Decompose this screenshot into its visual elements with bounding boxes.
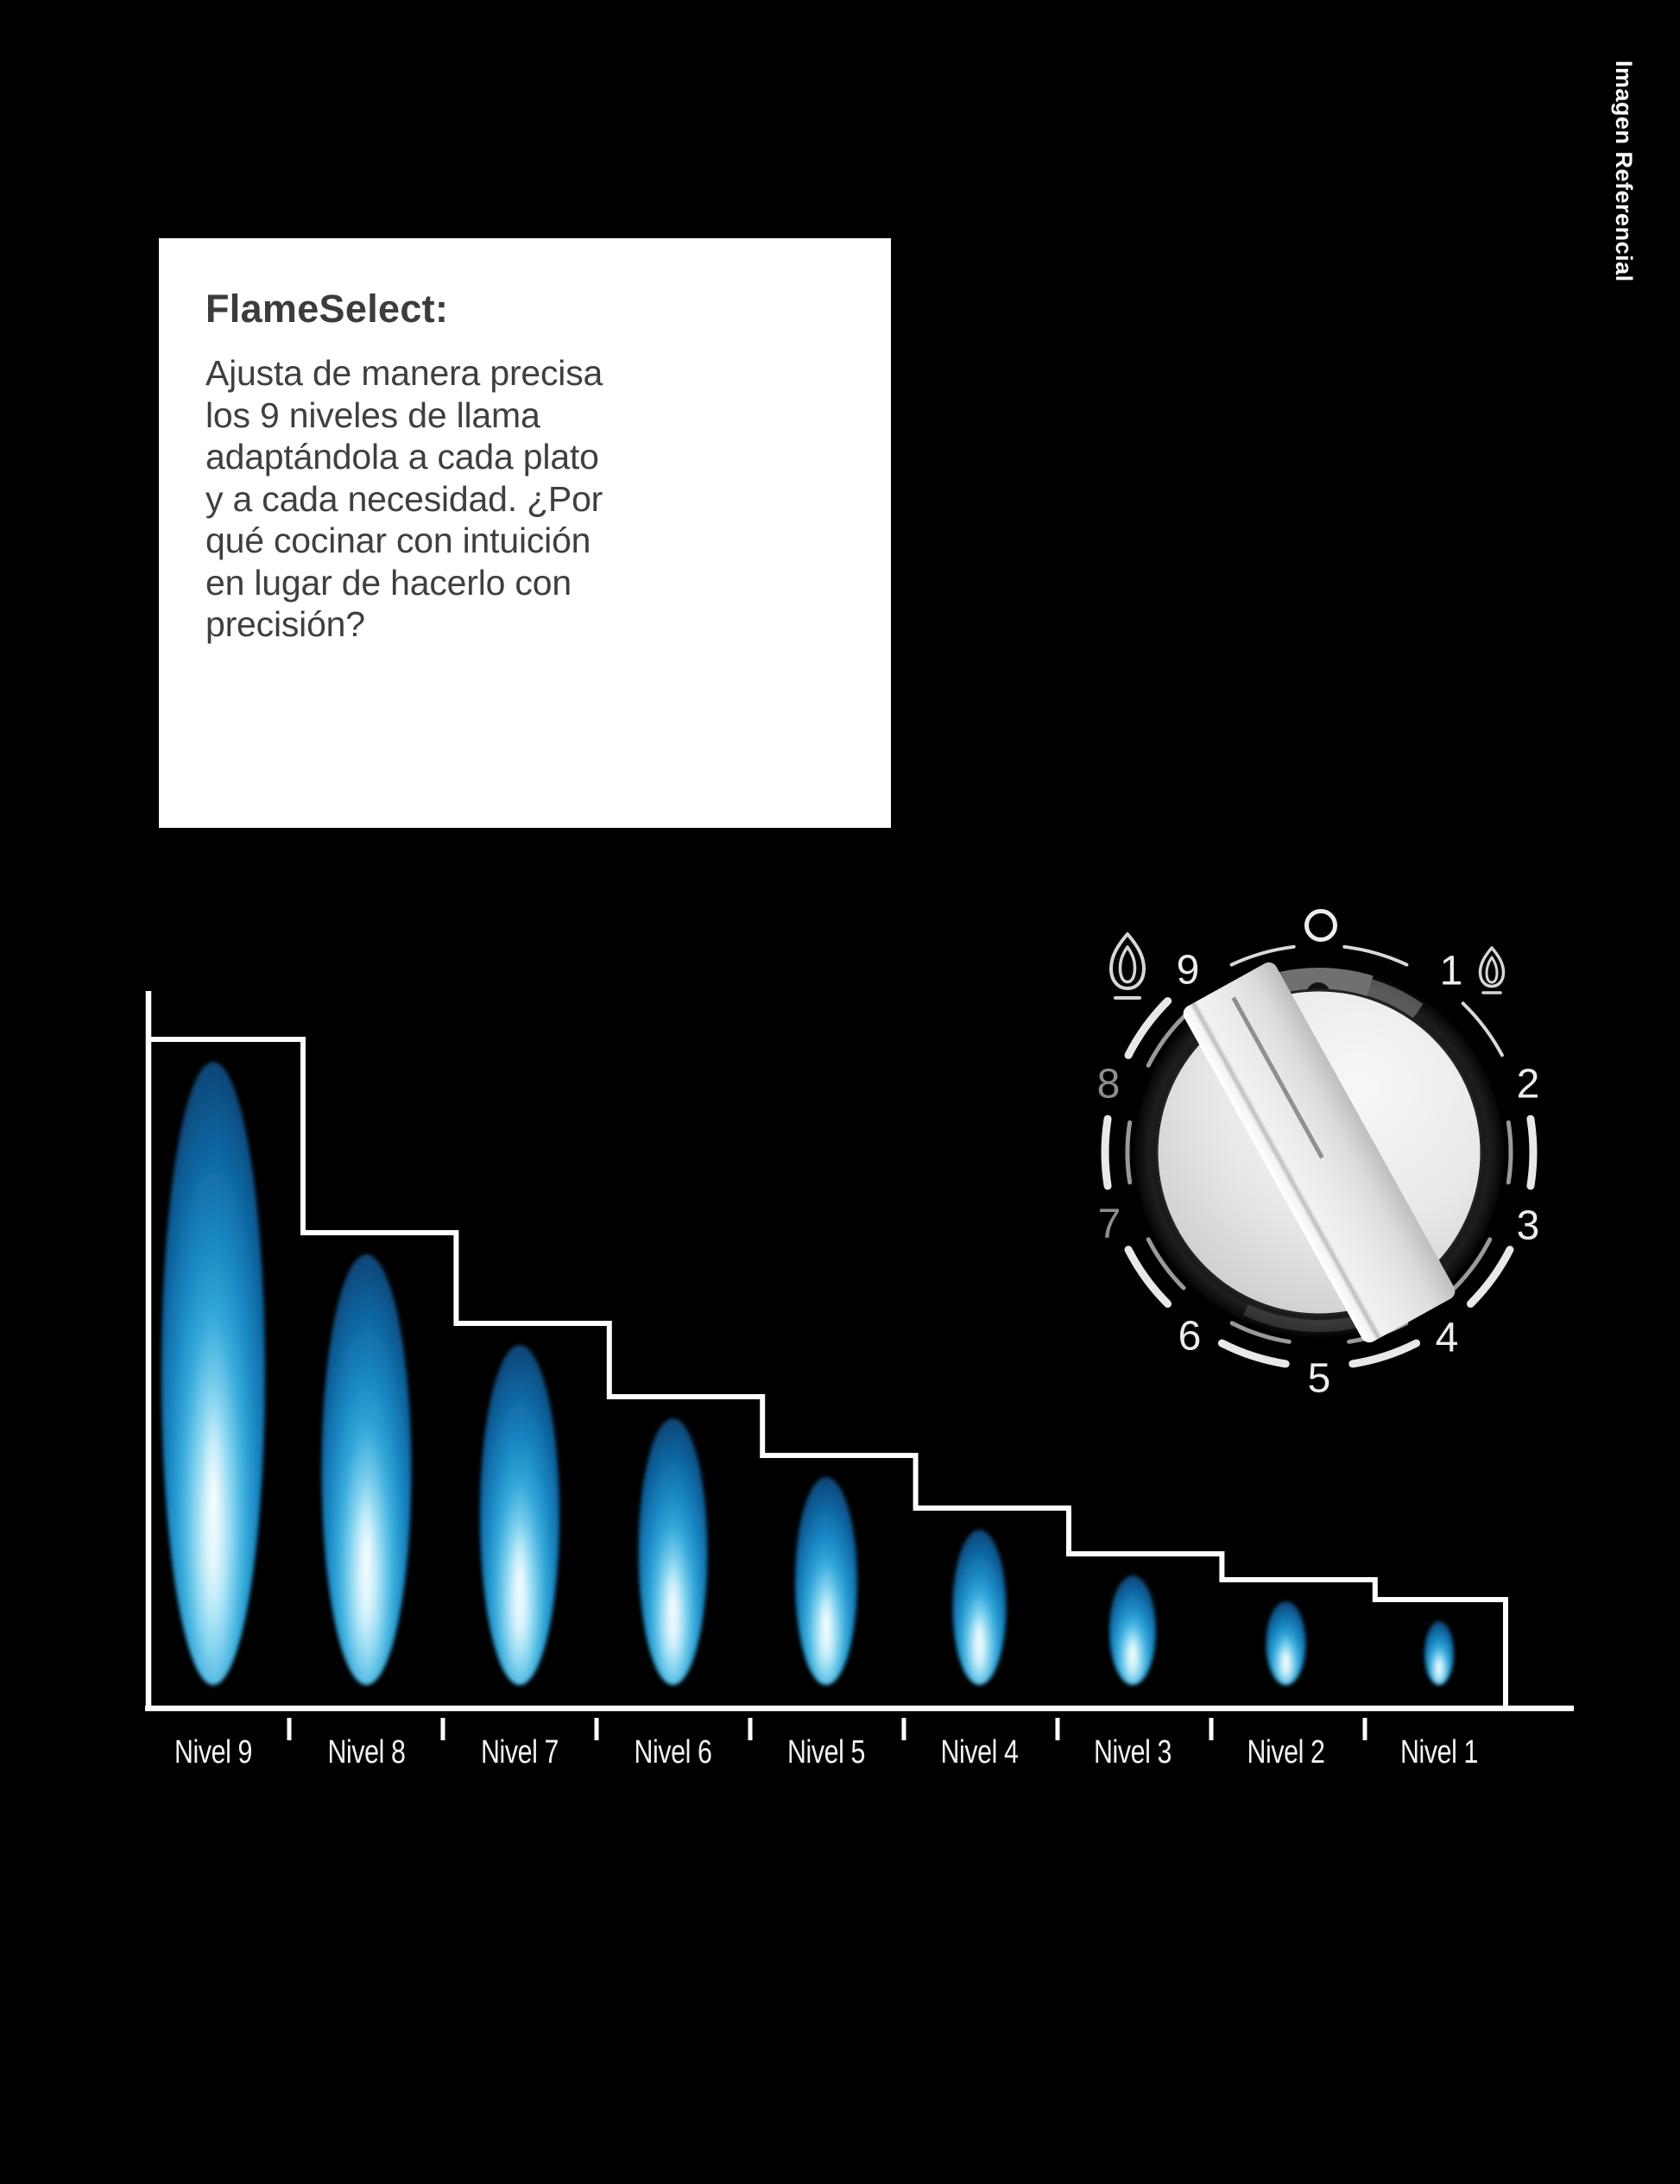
dial-arc-9-0 bbox=[1232, 947, 1294, 965]
knob-position-label-9: 9 bbox=[1176, 947, 1200, 994]
card-body-line: y a cada necesidad. ¿Por bbox=[205, 478, 603, 519]
chart-level-label: Nivel 4 bbox=[940, 1733, 1019, 1771]
gas-flame-1 bbox=[1424, 1621, 1454, 1686]
dial-arc-7-8-inner bbox=[1127, 1122, 1130, 1182]
dial-arc-2-3-inner bbox=[1508, 1122, 1511, 1182]
chart-level-label: Nivel 8 bbox=[327, 1733, 406, 1771]
knob-position-label-8: 8 bbox=[1096, 1061, 1121, 1108]
dial-arc-8-9-outer bbox=[1128, 1001, 1168, 1056]
gas-flame-9 bbox=[161, 1062, 265, 1691]
chart-level-label: Nivel 9 bbox=[174, 1733, 253, 1771]
gas-flame-2 bbox=[1266, 1601, 1306, 1686]
chart-level-label: Nivel 6 bbox=[634, 1733, 712, 1771]
dial-arc-6-7-outer bbox=[1128, 1250, 1168, 1304]
chart-level-label: Nivel 2 bbox=[1247, 1733, 1325, 1771]
knob-position-label-5: 5 bbox=[1307, 1355, 1331, 1402]
dial-arc-5-6-outer bbox=[1222, 1343, 1285, 1364]
low-flame-icon bbox=[1481, 948, 1504, 993]
gas-control-knob bbox=[1097, 912, 1540, 1402]
card-body-line: los 9 niveles de llama bbox=[205, 395, 540, 435]
gas-flame-4 bbox=[953, 1530, 1007, 1687]
gas-flame-3 bbox=[1109, 1575, 1156, 1686]
gas-flame-5 bbox=[795, 1477, 857, 1687]
knob-position-label-2: 2 bbox=[1516, 1061, 1540, 1108]
dial-arc-0-1 bbox=[1344, 947, 1406, 965]
chart-level-label: Nivel 1 bbox=[1399, 1733, 1479, 1771]
gas-flame-7 bbox=[480, 1345, 559, 1688]
knob-off-position-icon bbox=[1307, 912, 1336, 940]
dial-arc-2-3-outer bbox=[1531, 1119, 1533, 1186]
chart-level-label: Nivel 5 bbox=[786, 1733, 866, 1771]
knob-position-label-4: 4 bbox=[1435, 1315, 1459, 1361]
knob-position-label-7: 7 bbox=[1097, 1201, 1121, 1247]
reference-note: Imagen Referencial bbox=[1611, 60, 1637, 282]
chart-level-labels bbox=[174, 1734, 1478, 1771]
knob-position-label-6: 6 bbox=[1178, 1313, 1202, 1360]
card-body-line: en lugar de hacerlo con bbox=[205, 562, 572, 603]
dial-arc-7-8-outer bbox=[1105, 1119, 1108, 1186]
gas-flame-8 bbox=[322, 1254, 412, 1689]
card-body-line: qué cocinar con intuición bbox=[205, 521, 591, 560]
gas-flame-6 bbox=[639, 1418, 708, 1688]
knob-position-label-3: 3 bbox=[1516, 1202, 1540, 1249]
chart-level-label: Nivel 3 bbox=[1093, 1733, 1172, 1771]
knob-position-label-1: 1 bbox=[1439, 948, 1463, 994]
card-title: FlameSelect: bbox=[205, 287, 449, 331]
card-body-line: adaptándola a cada plato bbox=[205, 437, 599, 477]
card-body-line: Ajusta de manera precisa bbox=[205, 353, 603, 393]
card-body-line: precisión? bbox=[205, 604, 365, 644]
dial-arc-4-5-outer bbox=[1353, 1343, 1417, 1364]
high-flame-icon bbox=[1111, 934, 1144, 998]
dial-arc-3-4-outer bbox=[1470, 1250, 1510, 1304]
chart-level-label: Nivel 7 bbox=[480, 1733, 559, 1771]
